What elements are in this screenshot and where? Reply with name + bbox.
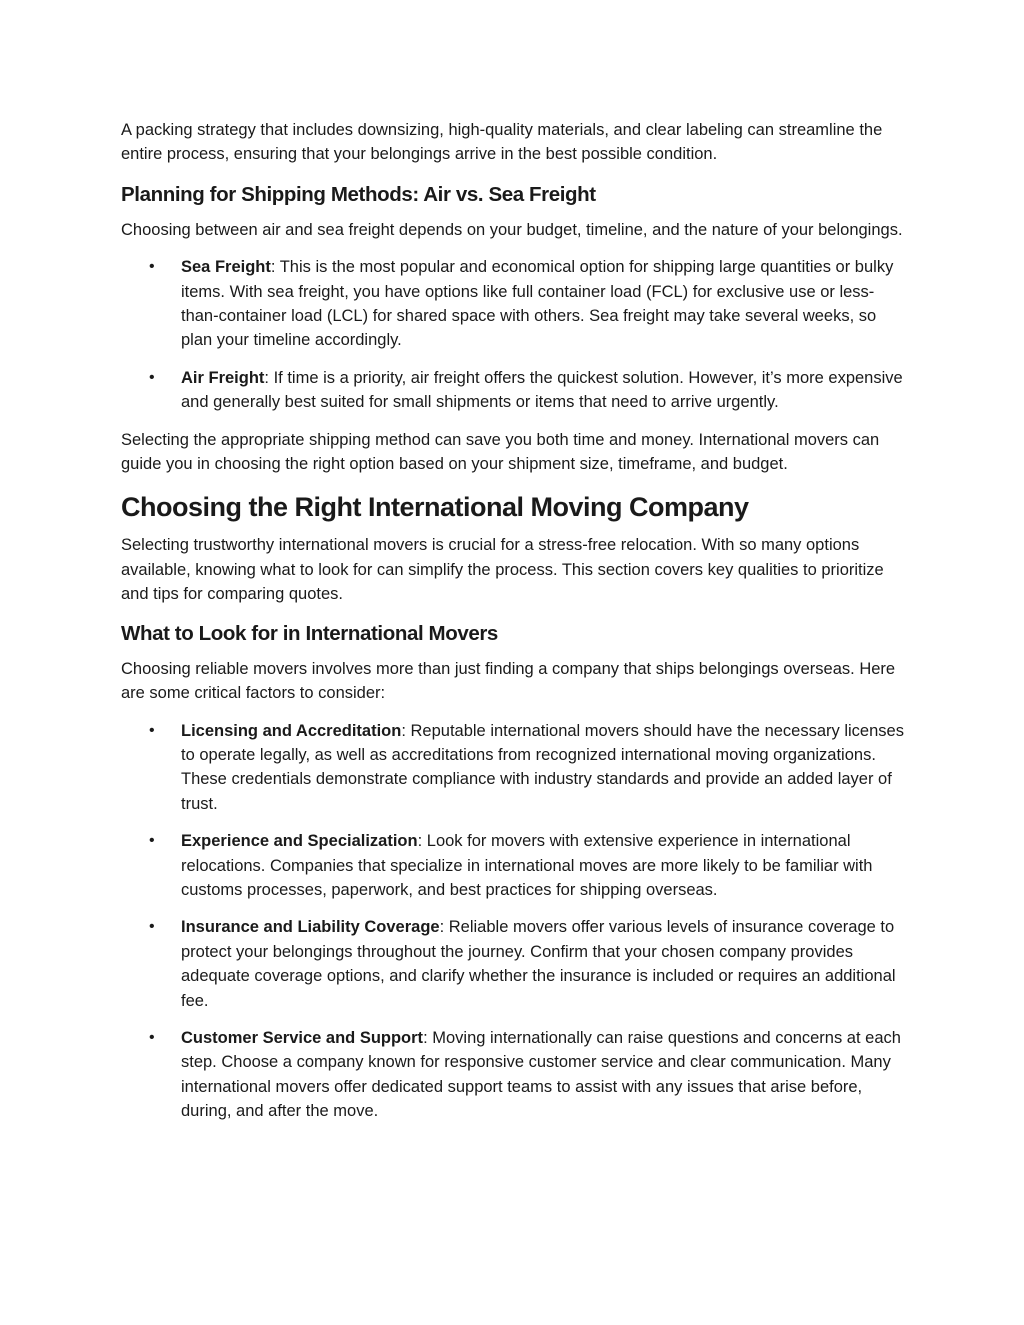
list-item [121, 366, 911, 415]
moving-company-heading: Choosing the Right International Moving Company [121, 492, 749, 523]
moving-company-intro-paragraph: Selecting trustworthy international movers is crucial for a stress-free relocation. With so many options available, knowing what to look for can simplify the process. This section covers key qualities to prioritize and tips for comparing quotes. [121, 536, 884, 604]
list-item-term: Air Freight [181, 368, 265, 387]
shipping-closing-paragraph: Selecting the appropriate shipping method can save you both time and money. International movers can guide you in choosing the right option based on your shipment size, timeframe, and budget. [121, 430, 880, 474]
criteria-heading: What to Look for in International Movers [121, 621, 498, 645]
list-item [121, 255, 911, 353]
bullet-icon: • [149, 258, 155, 276]
bullet-icon: • [149, 368, 155, 386]
list-item [121, 1026, 911, 1124]
list-item [121, 829, 911, 902]
shipping-methods-list [121, 255, 911, 414]
document-page [121, 118, 911, 1137]
bullet-icon: • [149, 1028, 155, 1046]
list-item-term: Sea Freight [181, 258, 271, 277]
list-item-text: : Moving internationally can raise questions and concerns at each step. Choose a company known for responsive customer service and clear communication. Many international movers offer dedicated support teams to assist with any issues that arise before, during, and after the move. [181, 1028, 901, 1121]
bullet-icon: • [149, 721, 155, 739]
list-item-term: Licensing and Accreditation [181, 721, 402, 740]
list-item-term: Experience and Specialization [181, 832, 418, 851]
list-item-text: : This is the most popular and economical option for shipping large quantities or bulky items. With sea freight, you have options like full container load (FCL) for exclusive use or less-than-container load (LCL) for shared space with others. Sea freight may take several weeks, so plan your timeline accordingly. [181, 258, 894, 350]
list-item-term: Customer Service and Support [181, 1028, 424, 1047]
list-item [121, 719, 911, 817]
criteria-intro-paragraph: Choosing reliable movers involves more than just finding a company that ships belongings overseas. Here are some critical factors to consider: [121, 659, 896, 703]
list-item-text: : If time is a priority, air freight offers the quickest solution. However, it’s more expensive and generally best suited for small shipments or items that need to arrive urgently. [181, 368, 903, 412]
shipping-methods-heading: Planning for Shipping Methods: Air vs. Sea Freight [121, 182, 596, 206]
list-item-text: : Reliable movers offer various levels of insurance coverage to protect your belongings throughout the journey. Confirm that your chosen company provides adequate coverage options, and clarify whether the insurance is included or requires an additional fee. [181, 918, 896, 1010]
criteria-list [121, 719, 911, 1124]
shipping-intro-paragraph: Choosing between air and sea freight depends on your budget, timeline, and the nature of your belongings. [121, 220, 903, 239]
bullet-icon: • [149, 832, 155, 850]
list-item-text: : Reputable international movers should have the necessary licenses to operate legally, as well as accreditations from recognized international moving organizations. These credentials demonstrate compliance with industry standards and provide an added layer of trust. [181, 721, 904, 813]
list-item [121, 915, 911, 1013]
bullet-icon: • [149, 918, 155, 936]
list-item-text: : Look for movers with extensive experience in international relocations. Companies that specialize in international moves are more likely to be familiar with customs processes, paperwork, and best practices for shipping overseas. [181, 832, 873, 899]
intro-paragraph: A packing strategy that includes downsizing, high-quality materials, and clear labeling can streamline the entire process, ensuring that your belongings arrive in the best possible condition. [121, 121, 883, 164]
list-item-term: Insurance and Liability Coverage [181, 918, 440, 937]
